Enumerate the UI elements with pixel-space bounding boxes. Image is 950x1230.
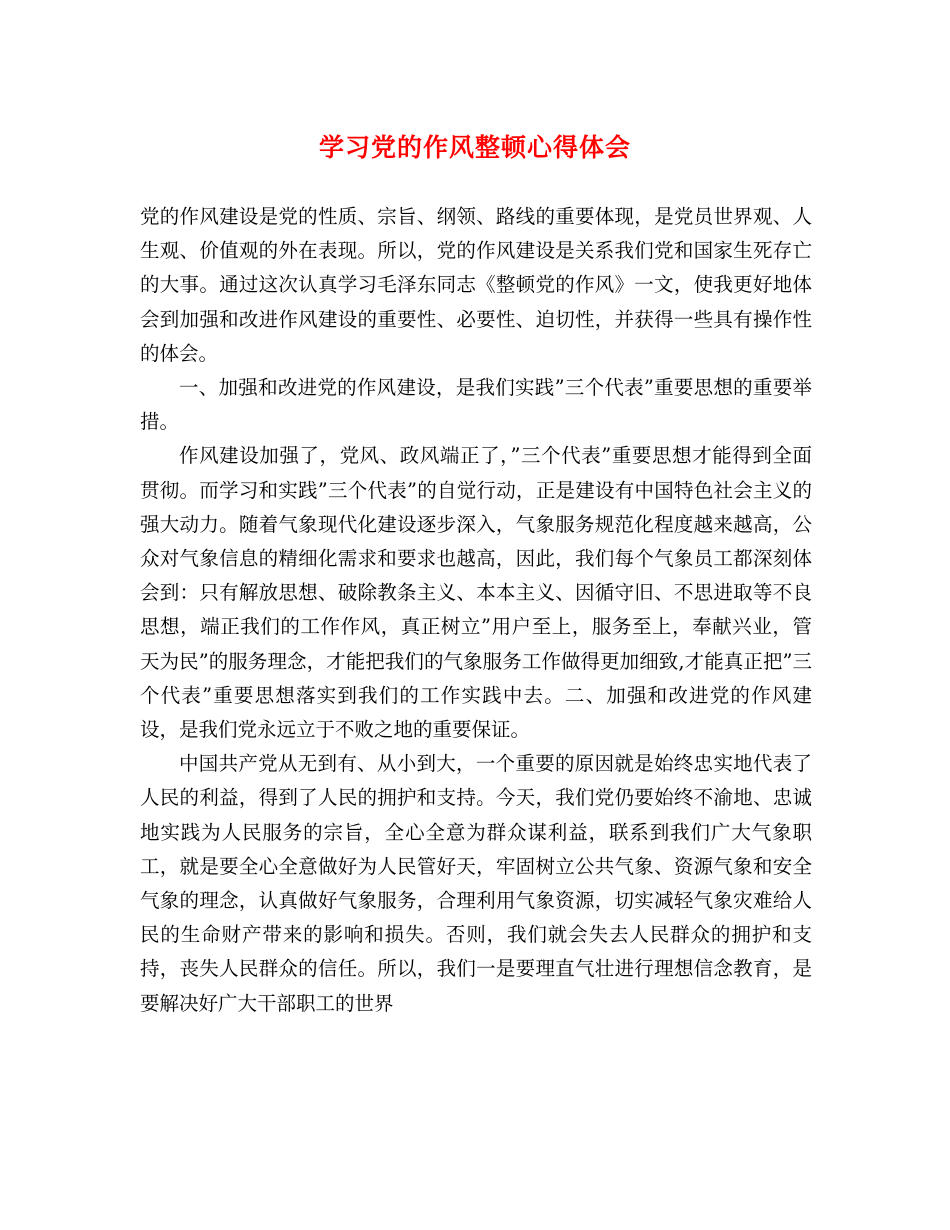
paragraph-section-two-body: 中国共产党从无到有、从小到大，一个重要的原因就是始终忠实地代表了人民的利益，得到了人民的拥护和支持。今天，我们党仍要始终不渝地、忠诚地实践为人民服务的宗旨，全心全意为群众谋利益，联系到我们广大气象职工，就是要全心全意做好为人民管好天，牢固树立公共气象、资源气象和安全气象的理念，认真做好气象服务，合理利用气象资源，切实减轻气象灾难给人民的生命财产带来的影响和损失。否则，我们就会失去人民群众的拥护和支持，丧失人民群众的信任。所以，我们一是要理直气壮进行理想信念教育，是要解决好广大干部职工的世界: [140, 752, 812, 1015]
document-body: [140, 200, 812, 1021]
paragraph-intro: 党的作风建设是党的性质、宗旨、纲领、路线的重要体现，是党员世界观、人生观、价值观的外在表现。所以，党的作风建设是关系我们党和国家生死存亡的大事。通过这次认真学习毛泽东同志《整顿党的作风》一文，使我更好地体会到加强和改进作风建设的重要性、必要性、迫切性，并获得一些具有操作性的体会。: [140, 205, 812, 365]
paragraph-section-one-body: 作风建设加强了，党风、政风端正了，”三个代表”重要思想才能得到全面贯彻。而学习和实践”三个代表”的自觉行动，正是建设有中国特色社会主义的强大动力。随着气象现代化建设逐步深入，气象服务规范化程度越来越高，公众对气象信息的精细化需求和要求也越高，因此，我们每个气象员工都深刻体会到：只有解放思想、破除教条主义、本本主义、因循守旧、不思进取等不良思想，端正我们的工作作风，真正树立”用户至上，服务至上，奉献兴业，管天为民”的服务理念，才能把我们的气象服务工作做得更加细致,才能真正把”三个代表”重要思想落实到我们的工作实践中去。二、加强和改进党的作风建设，是我们党永远立于不败之地的重要保证。: [140, 444, 812, 742]
document-title: 学习党的作风整顿心得体会: [318, 133, 631, 162]
paragraph-section-one-heading: 一、加强和改进党的作风建设，是我们实践”三个代表”重要思想的重要举措。: [140, 376, 812, 434]
